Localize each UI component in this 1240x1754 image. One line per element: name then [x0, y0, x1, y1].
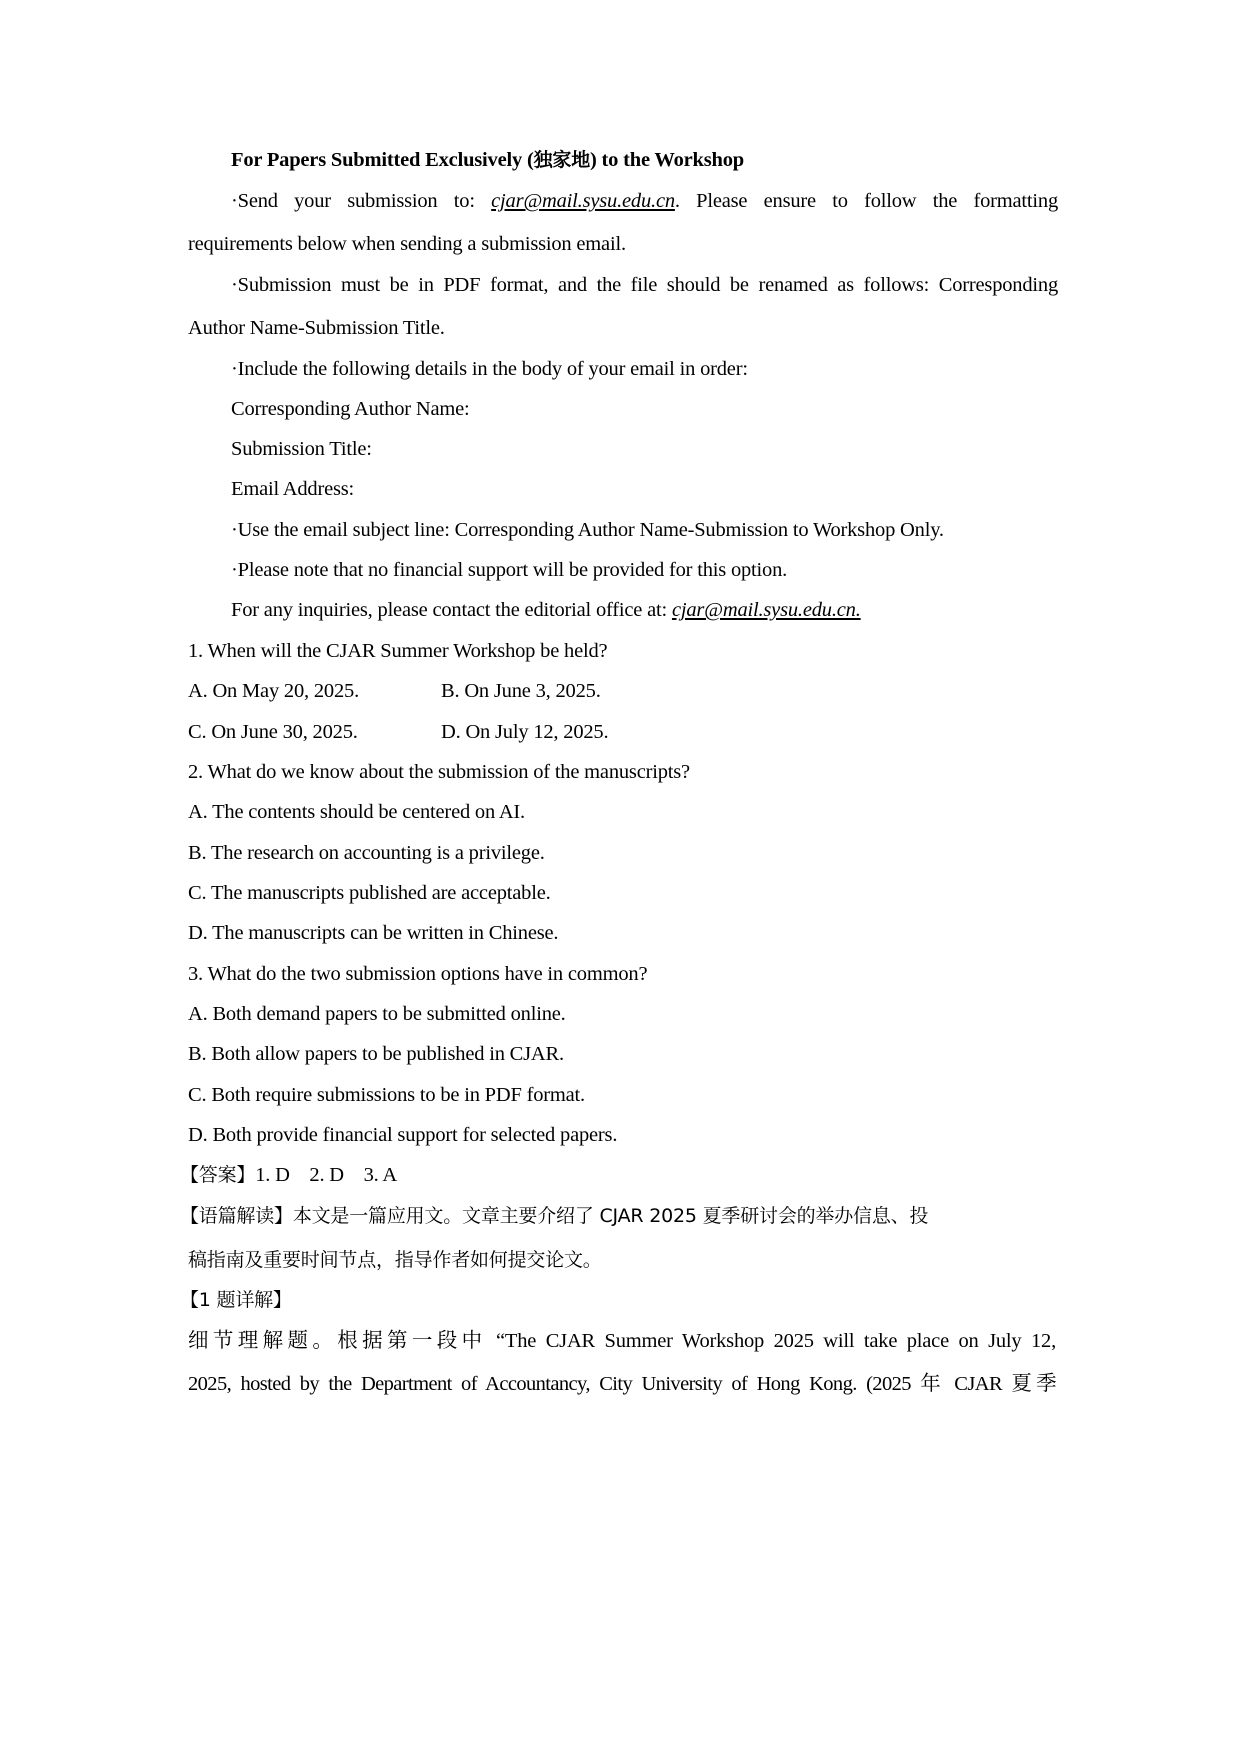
subject-instruction: ·Use the email subject line: Corresponding Author Name-Submission to Workshop Only.	[231, 519, 944, 541]
q2-option-b: B. The research on accounting is a privilege.	[188, 842, 545, 864]
question-1-options-row2	[188, 720, 1058, 744]
section-heading: For Papers Submitted Exclusively (独家地) to the Workshop	[231, 149, 744, 171]
pdf-instruction: ·Submission must be in PDF format, and the file should be renamed as follows: Corresponding	[231, 274, 1058, 296]
field-submission-title: Submission Title:	[231, 438, 372, 460]
field-email-address: Email Address:	[231, 478, 355, 500]
q3-option-b: B. Both allow papers to be published in CJAR.	[188, 1043, 564, 1065]
question-1-stem: 1. When will the CJAR Summer Workshop be held?	[188, 640, 608, 662]
send-instruction-cont: requirements below when sending a submission email.	[188, 233, 626, 255]
detail-1-label: 【1 题详解】	[180, 1289, 292, 1311]
email-link[interactable]: cjar@mail.sysu.edu.cn	[491, 190, 675, 212]
question-1-options-row1	[188, 679, 1058, 703]
send-instruction: ·Send your submission to: cjar@mail.sysu.edu.cn. Please ensure to follow the formatting	[231, 190, 1058, 212]
q3-option-a: A. Both demand papers to be submitted online.	[188, 1003, 566, 1025]
include-instruction: ·Include the following details in the body of your email in order:	[231, 358, 748, 380]
q1-option-c: C. On June 30, 2025.	[188, 721, 358, 743]
q2-option-a: A. The contents should be centered on AI.	[188, 801, 525, 823]
pdf-instruction-cont: Author Name-Submission Title.	[188, 317, 445, 339]
inquiry-line: For any inquiries, please contact the editorial office at: cjar@mail.sysu.edu.cn.	[231, 599, 861, 621]
q2-option-d: D. The manuscripts can be written in Chinese.	[188, 922, 559, 944]
analysis-line-1: 【语篇解读】本文是一篇应用文。文章主要介绍了 CJAR 2025 夏季研讨会的举办信息、投	[180, 1205, 929, 1227]
detail-1-line-2: 2025, hosted by the Department of Accountancy, City University of Hong Kong. (2025 年 CJAR 夏季	[188, 1373, 1056, 1395]
q3-option-d: D. Both provide financial support for selected papers.	[188, 1124, 618, 1146]
inquiry-email-link[interactable]: cjar@mail.sysu.edu.cn.	[671, 599, 861, 621]
q1-option-b: B. On June 3, 2025.	[441, 680, 601, 702]
q3-option-c: C. Both require submissions to be in PDF format.	[188, 1084, 585, 1106]
detail-1-line-1: 细节理解题。根据第一段中 “The CJAR Summer Workshop 2025 will take place on July 12,	[188, 1330, 1056, 1352]
q2-option-c: C. The manuscripts published are acceptable.	[188, 882, 551, 904]
q1-option-d: D. On July 12, 2025.	[441, 721, 609, 743]
answer-line: 【答案】1. D 2. D 3. A	[180, 1164, 397, 1186]
q1-option-a: A. On May 20, 2025.	[188, 680, 360, 702]
question-2-stem: 2. What do we know about the submission of the manuscripts?	[188, 761, 690, 783]
financial-note: ·Please note that no financial support will be provided for this option.	[231, 559, 788, 581]
question-3-stem: 3. What do the two submission options have in common?	[188, 963, 648, 985]
analysis-line-2: 稿指南及重要时间节点，指导作者如何提交论文。	[188, 1249, 602, 1271]
field-author-name: Corresponding Author Name:	[231, 398, 470, 420]
